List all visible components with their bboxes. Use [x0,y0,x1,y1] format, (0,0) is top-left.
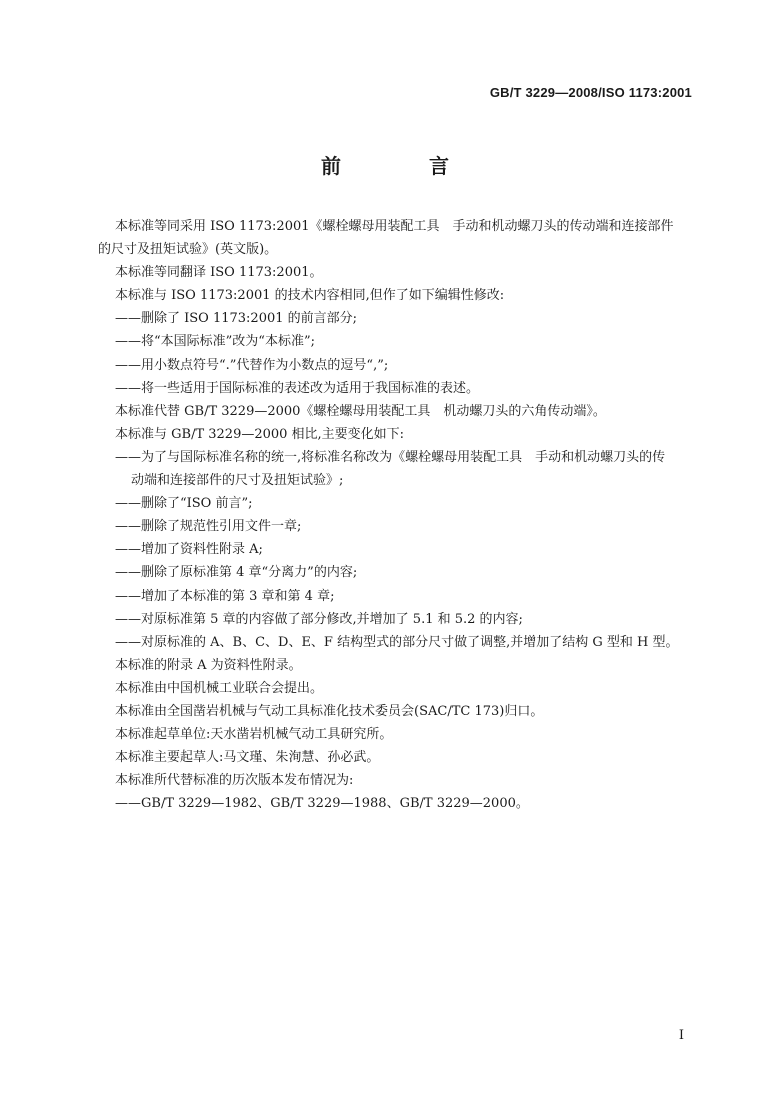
text-line: 本标准代替 GB/T 3229—2000《螺栓螺母用装配工具 机动螺刀头的六角传动端》。 [115,403,606,419]
standard-code: GB/T 3229—2008/ISO 1173:2001 [489,85,692,100]
text-line: ——删除了规范性引用文件一章; [115,519,302,535]
text-line: 本标准起草单位:天水凿岩机械气动工具研究所。 [115,727,393,743]
text-line: ——对原标准第 5 章的内容做了部分修改,并增加了 5.1 和 5.2 的内容; [115,611,523,627]
text-line: 本标准与 GB/T 3229—2000 相比,主要变化如下: [115,426,405,442]
text-line: ——将“本国际标准”改为“本标准”; [115,334,315,350]
text-line: ——GB/T 3229—1982、GB/T 3229—1988、GB/T 3229—2000。 [115,796,529,812]
text-line: ——删除了 ISO 1173:2001 的前言部分; [115,311,358,327]
text-line: 本标准主要起草人:马文瑾、朱洵慧、孙必武。 [115,750,380,766]
text-line: 本标准由中国机械工业联合会提出。 [115,680,324,696]
text-line: ——增加了本标准的第 3 章和第 4 章; [115,588,335,604]
text-line: 动端和连接部件的尺寸及扭矩试验》; [131,473,344,489]
text-line: ——对原标准的 A、B、C、D、E、F 结构型式的部分尺寸做了调整,并增加了结构 G 型和 H 型。 [115,634,679,650]
text-line: 本标准与 ISO 1173:2001 的技术内容相同,但作了如下编辑性修改: [115,288,505,304]
text-line: 的尺寸及扭矩试验》(英文版)。 [98,242,278,258]
text-line: ——删除了原标准第 4 章“分离力”的内容; [115,565,358,581]
foreword-body [98,215,690,815]
text-line: 本标准等同翻译 ISO 1173:2001。 [115,265,323,281]
text-line: 本标准等同采用 ISO 1173:2001《螺栓螺母用装配工具 手动和机动螺刀头的传动端和连接部件 [115,219,674,234]
text-line: ——将一些适用于国际标准的表述改为适用于我国标准的表述。 [115,380,480,396]
text-line: ——删除了“ISO 前言”; [115,496,253,512]
page-number: I [678,1028,684,1043]
text-line: ——增加了资料性附录 A; [115,542,263,558]
text-line: ——为了与国际标准名称的统一,将标准名称改为《螺栓螺母用装配工具 手动和机动螺刀头的传 [115,449,666,465]
text-line: ——用小数点符号“.”代替作为小数点的逗号“,”; [115,357,389,373]
text-line: 本标准的附录 A 为资料性附录。 [115,657,302,673]
page-title: 前 言 [321,154,483,178]
text-line: 本标准由全国凿岩机械与气动工具标准化技术委员会(SAC/TC 173)归口。 [115,703,544,719]
text-line: 本标准所代替标准的历次版本发布情况为: [115,773,354,789]
